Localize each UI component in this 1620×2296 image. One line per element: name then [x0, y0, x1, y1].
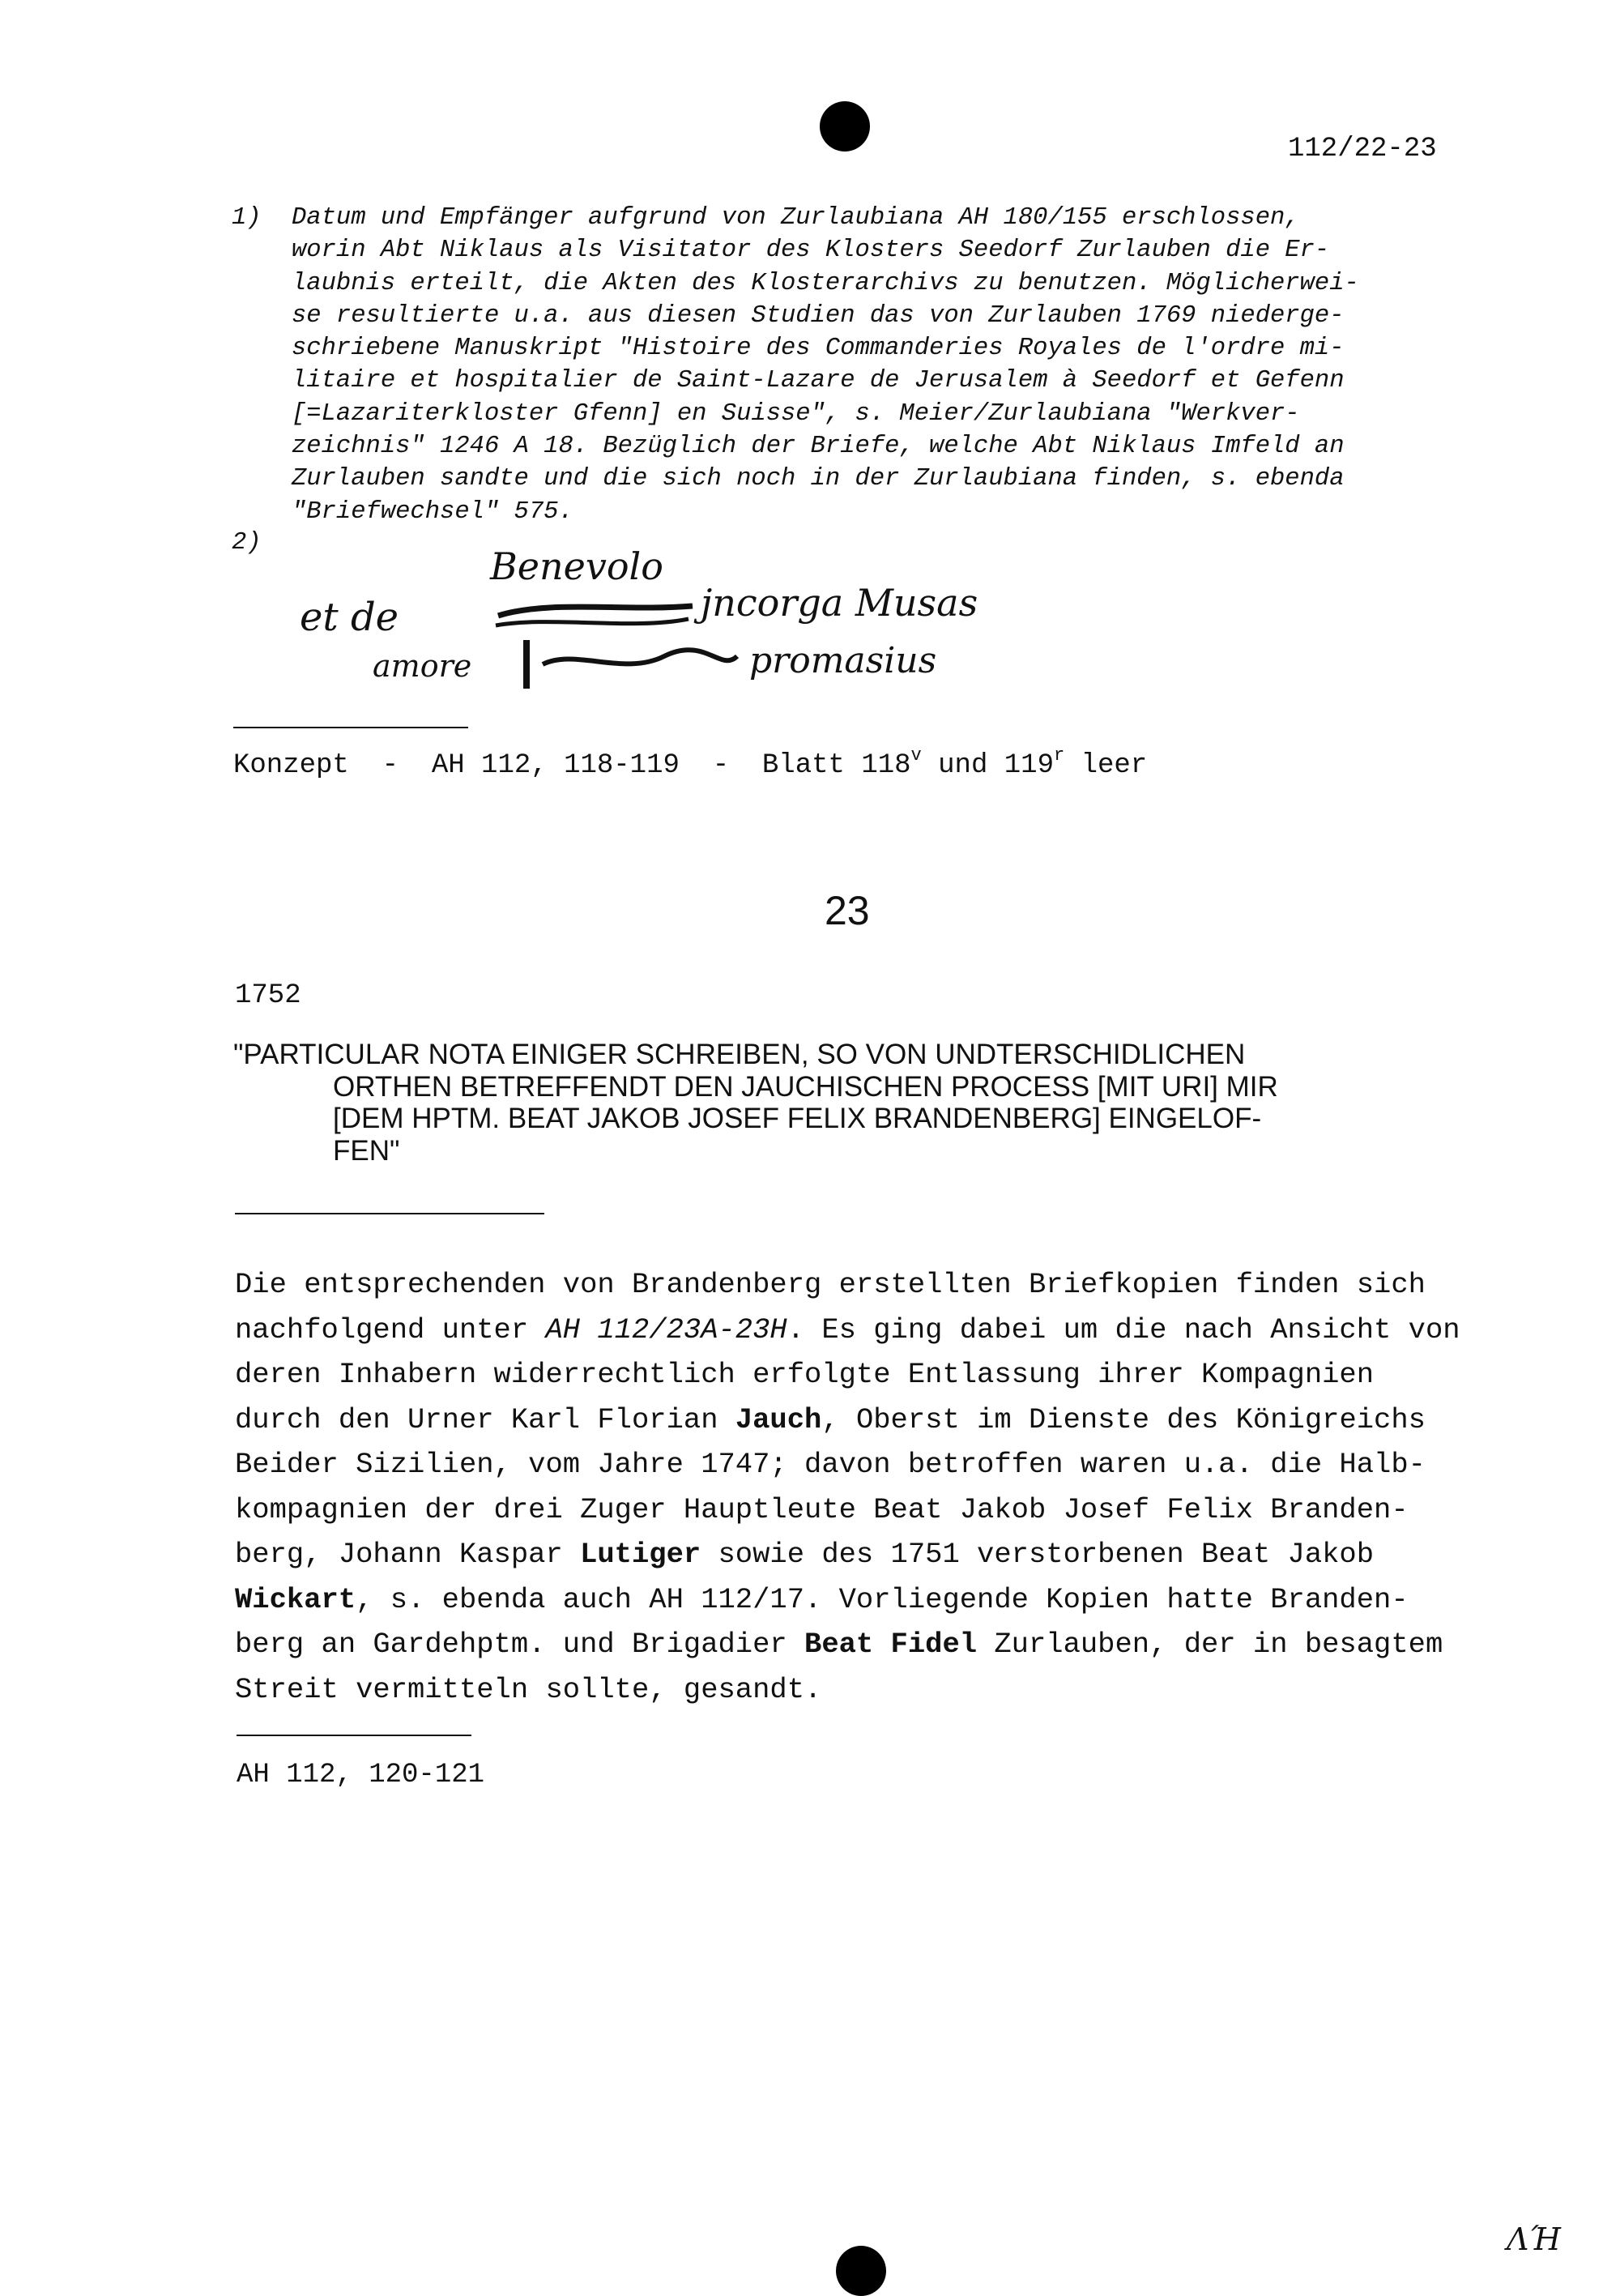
source-reference — [233, 745, 1148, 781]
body-line: deren Inhabern widerrechtlich erfolgte Entlassung ihrer Kompagnien — [235, 1358, 1375, 1391]
title-line: "PARTICULAR NOTA EINIGER SCHREIBEN, SO VON UNDTERSCHIDLICHEN — [233, 1039, 1246, 1070]
handwritten-excerpt — [284, 535, 1110, 697]
handwriting-word: amore — [373, 648, 472, 684]
source-reference: AH 112, 120-121 — [237, 1760, 485, 1790]
footnote-1-text — [292, 202, 1474, 528]
divider — [235, 1213, 544, 1214]
handwriting-word: et de — [300, 595, 399, 640]
name-bold: Lutiger — [580, 1538, 701, 1571]
punch-hole — [836, 2246, 886, 2296]
title-line: FEN" — [333, 1134, 400, 1167]
footnote-line: litaire et hospitalier de Saint-Lazare de Jerusalem à Seedorf et Gefenn — [292, 367, 1345, 395]
footnote-line: Zurlauben sandte und die sich noch in der Zurlaubiana finden, s. ebenda — [292, 465, 1345, 493]
punch-hole — [820, 101, 870, 152]
footnote-2-number: 2) — [232, 529, 262, 557]
document-year: 1752 — [235, 980, 301, 1011]
superscript-recto: r — [1053, 745, 1065, 766]
name-bold: Jauch — [735, 1402, 822, 1436]
body-line: berg an Gardehptm. und Brigadier Beat Fidel Zurlauben, der in besagtem — [235, 1628, 1443, 1661]
footnote-line: worin Abt Niklaus als Visitator des Klosters Seedorf Zurlauben die Er- — [292, 237, 1330, 265]
title-line: [DEM HPTM. BEAT JAKOB JOSEF FELIX BRANDENBERG] EINGELOF- — [333, 1103, 1262, 1134]
document-title — [233, 1039, 1278, 1167]
handwriting-word: Benevolo — [490, 544, 663, 588]
title-line: ORTHEN BETREFFENDT DEN JAUCHISCHEN PROCESS [MIT URI] MIR — [333, 1070, 1278, 1103]
name-bold: Wickart — [235, 1582, 356, 1616]
superscript-verso: v — [910, 745, 922, 766]
footnote-line: laubnis erteilt, die Akten des Klosterarchivs zu benutzen. Möglicherwei- — [292, 269, 1359, 297]
strikethrough-icon — [498, 606, 693, 616]
body-line: durch den Urner Karl Florian Jauch, Oberst im Dienste des Königreichs — [235, 1402, 1426, 1436]
body-line: Beider Sizilien, vom Jahre 1747; davon betroffen waren u.a. die Halb- — [235, 1448, 1426, 1481]
body-line: Die entsprechenden von Brandenberg erstellten Briefkopien finden sich — [235, 1268, 1426, 1301]
scribble-icon — [543, 650, 737, 664]
footnote-line: se resultierte u.a. aus diesen Studien das von Zurlauben 1769 niederge- — [292, 301, 1345, 330]
reference-italic: AH 112/23A-23H — [545, 1312, 787, 1346]
name-bold: Beat Fidel — [804, 1628, 978, 1661]
page-mark: ΛΉ — [1507, 2221, 1561, 2257]
footnote-line: "Briefwechsel" 575. — [292, 497, 573, 526]
body-line: berg, Johann Kaspar Lutiger sowie des 1751 verstorbenen Beat Jakob — [235, 1538, 1375, 1571]
footnote-line: zeichnis" 1246 A 18. Bezüglich der Briefe, welche Abt Niklaus Imfeld an — [292, 433, 1345, 461]
footnote-line: [=Lazariterkloster Gfenn] en Suisse", s. Meier/Zurlaubiana "Werkver- — [292, 399, 1300, 428]
handwriting-word: jncorga Musas — [701, 581, 978, 625]
document-number: 23 — [825, 888, 870, 933]
divider — [233, 727, 468, 728]
body-line: Streit vermitteln sollte, gesandt. — [235, 1672, 822, 1706]
source-text: leer — [1064, 750, 1148, 781]
body-line: kompagnien der drei Zuger Hauptleute Beat Jakob Josef Felix Branden- — [235, 1492, 1409, 1526]
strikethrough-icon — [496, 619, 688, 625]
footnote-line: schriebene Manuskript "Histoire des Commanderies Royales de l'ordre mi- — [292, 335, 1345, 363]
page-number: 112/22-23 — [1288, 134, 1437, 164]
divider — [237, 1735, 471, 1736]
source-text: Konzept - AH 112, 118-119 - Blatt 118 — [233, 750, 911, 781]
handwriting-word: promasius — [749, 640, 937, 681]
footnote-line: Datum und Empfänger aufgrund von Zurlaubiana AH 180/155 erschlossen, — [292, 204, 1300, 232]
commentary-text — [235, 1262, 1498, 1712]
footnote-1-number: 1) — [232, 204, 262, 232]
body-line: Wickart, s. ebenda auch AH 112/17. Vorliegende Kopien hatte Branden- — [235, 1582, 1409, 1616]
source-text: und 119 — [921, 750, 1054, 781]
body-line: nachfolgend unter AH 112/23A-23H. Es ging dabei um die nach Ansicht von — [235, 1312, 1460, 1346]
